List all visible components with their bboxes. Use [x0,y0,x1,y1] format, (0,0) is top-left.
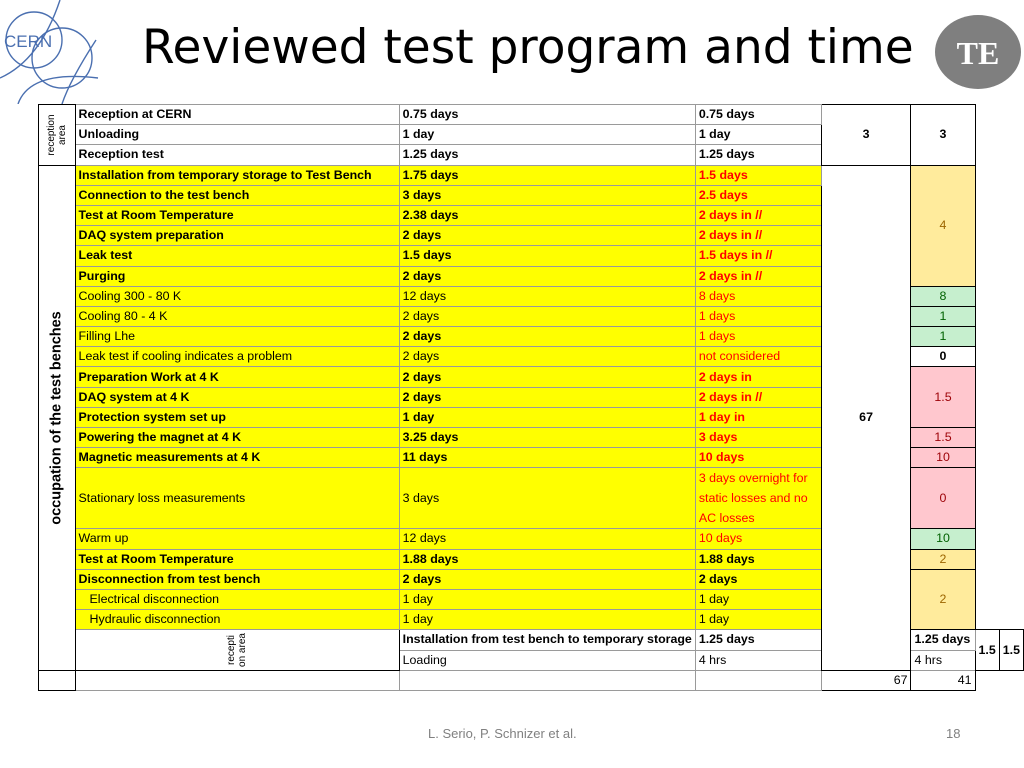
reviewed-cell: 2 days in // [695,226,821,246]
reviewed-total-power: 1.5 [911,428,975,448]
reviewed-cell: 4 hrs [911,650,975,670]
reviewed-cell: 2 days in // [695,387,821,407]
reviewed-cell: 2.5 days [695,185,821,205]
task-cell: Loading [399,650,695,670]
task-cell: Installation from test bench to temporary storage [399,630,695,650]
area-label-reception: reception area [39,105,76,166]
original-cell: 12 days [399,529,695,549]
task-cell: Test at Room Temperature [75,549,399,569]
original-cell: 3 days [399,468,695,529]
grand-total-row [39,670,1024,690]
grand-total-reviewed: 41 [911,670,975,690]
original-cell: 1 day [399,589,695,609]
original-cell: 1 day [399,125,695,145]
group-total-reception-end: 1.5 [975,630,999,670]
reviewed-cell: 1 day [695,589,821,609]
task-cell: Electrical disconnection [75,589,399,609]
reviewed-cell: 3 days overnight for static losses and no AC losses [695,468,821,529]
original-cell: 2 days [399,387,695,407]
reviewed-total-disconnect: 2 [911,569,975,630]
group-total-occupation: 67 [821,165,911,670]
task-cell: Cooling 300 - 80 K [75,286,399,306]
original-cell: 12 days [399,286,695,306]
area-label-occupation: occupation of the test benches [39,165,76,670]
reviewed-cell: 1 days [695,327,821,347]
original-cell: 0.75 days [399,105,695,125]
original-cell: 1 day [399,407,695,427]
svg-text:CERN: CERN [4,32,53,51]
original-cell: 1.88 days [399,549,695,569]
area-label-reception-end: recepti on area [75,630,399,670]
table-row [39,105,1024,125]
reviewed-total-work4k: 1.5 [911,367,975,428]
reviewed-cell: 8 days [695,286,821,306]
page-number: 18 [946,726,961,741]
task-cell: Hydraulic disconnection [75,610,399,630]
original-cell: 2 days [399,347,695,367]
test-schedule-table [38,104,1024,691]
reviewed-cell: 1 day [695,125,821,145]
reviewed-total-fill: 1 [911,327,975,347]
original-cell: 2 days [399,226,695,246]
reviewed-cell: 10 days [695,448,821,468]
original-cell: 11 days [399,448,695,468]
original-cell: 1.5 days [399,246,695,266]
task-cell: Purging [75,266,399,286]
reviewed-cell: 1.5 days in // [695,246,821,266]
reviewed-cell: 0.75 days [695,105,821,125]
task-cell: Reception at CERN [75,105,399,125]
task-cell: Protection system set up [75,407,399,427]
page-title: Reviewed test program and time [142,20,914,75]
task-cell: Cooling 80 - 4 K [75,306,399,326]
reviewed-total-reception: 3 [911,105,975,166]
original-cell: 3 days [399,185,695,205]
task-cell: Preparation Work at 4 K [75,367,399,387]
task-cell: Unloading [75,125,399,145]
reviewed-cell: 3 days [695,428,821,448]
task-cell: Disconnection from test bench [75,569,399,589]
original-cell: 1.25 days [399,145,695,165]
te-badge [934,14,1022,90]
original-cell: 3.25 days [399,428,695,448]
cern-logo [0,0,100,104]
original-cell: 2 days [399,306,695,326]
original-cell: 1.25 days [695,630,821,650]
task-cell: Powering the magnet at 4 K [75,428,399,448]
reviewed-cell: 2 days in // [695,205,821,225]
reviewed-cell: 1.25 days [695,145,821,165]
reviewed-cell: 1 day in [695,407,821,427]
reviewed-cell: 2 days in [695,367,821,387]
task-cell: Installation from temporary storage to Test Bench [75,165,399,185]
task-cell: Filling Lhe [75,327,399,347]
original-cell: 1 day [399,610,695,630]
reviewed-total-magnetic: 10 [911,448,975,468]
task-cell: DAQ system preparation [75,226,399,246]
reviewed-total-stationary: 0 [911,468,975,529]
task-cell: Stationary loss measurements [75,468,399,529]
reviewed-cell: 10 days [695,529,821,549]
reviewed-total-cool2: 1 [911,306,975,326]
reviewed-cell: 1.25 days [911,630,975,650]
original-cell: 1.75 days [399,165,695,185]
reviewed-total-rt: 2 [911,549,975,569]
reviewed-total-prep: 4 [911,165,975,286]
reviewed-cell: 1 day [695,610,821,630]
original-cell: 2.38 days [399,205,695,225]
footer-author: L. Serio, P. Schnizer et al. [428,726,577,741]
table-row [39,165,1024,185]
grand-total-original: 67 [821,670,911,690]
original-cell: 2 days [399,367,695,387]
reviewed-cell: 1.5 days [695,165,821,185]
reviewed-total-cool1: 8 [911,286,975,306]
task-cell: Reception test [75,145,399,165]
task-cell: Leak test [75,246,399,266]
task-cell: Magnetic measurements at 4 K [75,448,399,468]
task-cell: Leak test if cooling indicates a problem [75,347,399,367]
task-cell: Test at Room Temperature [75,205,399,225]
reviewed-cell: 2 days [695,569,821,589]
reviewed-total-warmup: 10 [911,529,975,549]
reviewed-cell: not considered [695,347,821,367]
task-cell: DAQ system at 4 K [75,387,399,407]
original-cell: 4 hrs [695,650,821,670]
task-cell: Connection to the test bench [75,185,399,205]
svg-text:TE: TE [956,35,1000,71]
reviewed-total-leak: 0 [911,347,975,367]
reviewed-cell: 1 days [695,306,821,326]
original-cell: 2 days [399,569,695,589]
original-cell: 2 days [399,327,695,347]
reviewed-cell: 2 days in // [695,266,821,286]
original-cell: 2 days [399,266,695,286]
reviewed-cell: 1.88 days [695,549,821,569]
task-cell: Warm up [75,529,399,549]
reviewed-total-reception-end: 1.5 [999,630,1023,670]
group-total-reception: 3 [821,105,911,166]
